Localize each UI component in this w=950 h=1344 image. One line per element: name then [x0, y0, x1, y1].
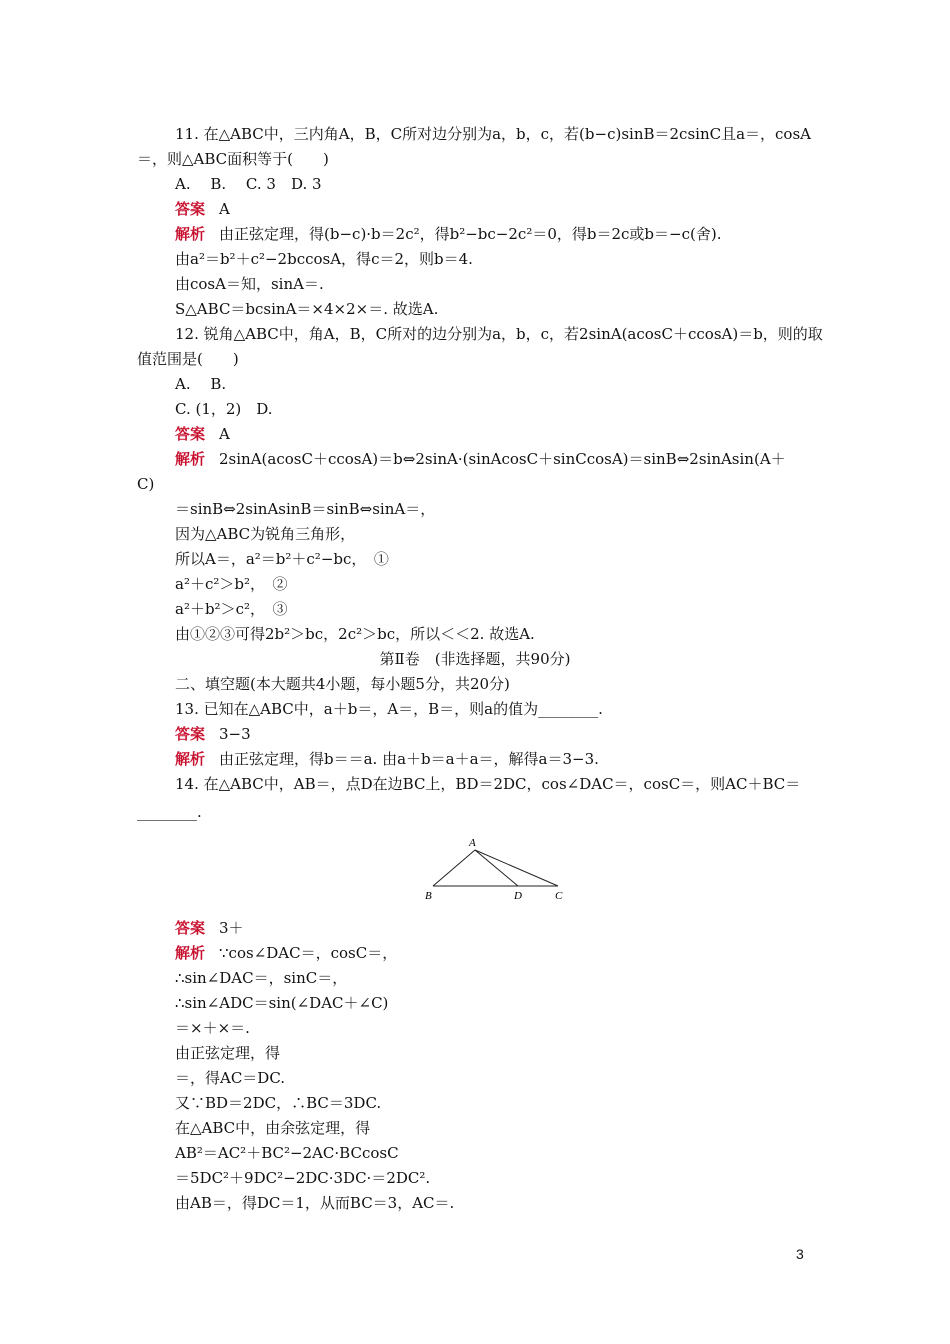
q12-options-ab: A. B. — [175, 375, 227, 393]
q13-stem: 13. 已知在△ABC中，a＋b＝，A＝，B＝，则a的值为________. — [175, 700, 603, 718]
q11-stem-line1: 11. 在△ABC中，三内角A，B，C所对边分别为a，b，c，若(b−c)sinB＝2csinC且a＝，cosA — [175, 125, 811, 143]
q12-analysis-line6: a²＋b²＞c²， ③ — [175, 600, 288, 618]
q11-analysis-line4: S△ABC＝bcsinA＝×4×2×＝. 故选A. — [175, 300, 439, 318]
analysis-label: 解析 — [175, 225, 206, 243]
vertex-label-c: C — [555, 890, 563, 902]
q14-analysis-line2: ∴sin∠DAC＝，sinC＝， — [175, 969, 348, 987]
vertex-label-b: B — [425, 890, 432, 902]
segment-ad — [475, 850, 518, 886]
triangle-figure — [415, 835, 575, 905]
side-ab — [433, 850, 475, 886]
q13-analysis — [175, 749, 599, 769]
q12-answer-value: A — [219, 425, 230, 443]
side-ac — [475, 850, 558, 886]
q14-analysis-line10: ＝5DC²＋9DC²−2DC·3DC·＝2DC². — [175, 1169, 431, 1187]
q12-analysis-line1-cont: C) — [137, 475, 155, 493]
fill-in-heading: 二、填空题(本大题共4小题，每小题5分，共20分) — [175, 675, 510, 693]
q12-stem-line1: 12. 锐角△ABC中，角A，B，C所对的边分别为a，b，c，若2sinA(acosC＋ccosA)＝b，则的取 — [175, 325, 823, 343]
q14-analysis-line1: ∵cos∠DAC＝，cosC＝， — [219, 944, 398, 962]
q14-answer-value: 3＋ — [219, 919, 244, 937]
analysis-label: 解析 — [175, 944, 206, 962]
answer-label: 答案 — [175, 200, 206, 218]
q12-answer — [175, 424, 230, 444]
vertex-label-d: D — [514, 890, 522, 902]
q12-analysis-line4: 所以A＝，a²＝b²＋c²−bc， ① — [175, 550, 389, 568]
q14-answer — [175, 918, 244, 938]
q11-stem-line2: ＝，则△ABC面积等于( ) — [137, 150, 329, 168]
q12-analysis-line5: a²＋c²＞b²， ② — [175, 575, 288, 593]
q14-analysis-line11: 由AB＝，得DC＝1，从而BC＝3，AC＝. — [175, 1194, 455, 1212]
q14-analysis-line3: ∴sin∠ADC＝sin(∠DAC＋∠C) — [175, 994, 389, 1012]
q12-stem-line2: 值范围是( ) — [137, 350, 239, 368]
q13-answer-value: 3−3 — [219, 725, 251, 743]
q13-answer — [175, 724, 251, 744]
q14-analysis-line6: ＝，得AC＝DC. — [175, 1069, 286, 1087]
vertex-label-a: A — [469, 837, 476, 849]
q11-analysis-line1: 由正弦定理，得(b−c)·b＝2c²，得b²−bc−2c²＝0，得b＝2c或b＝−c(舍). — [219, 225, 722, 243]
q14-analysis — [175, 943, 397, 963]
page-number: 3 — [796, 1246, 804, 1262]
q11-answer-value: A — [219, 200, 230, 218]
analysis-label: 解析 — [175, 750, 206, 768]
q11-analysis-line3: 由cosA＝知，sinA＝. — [175, 275, 324, 293]
q11-answer — [175, 199, 230, 219]
q14-analysis-line9: AB²＝AC²＋BC²−2AC·BCcosC — [175, 1144, 399, 1162]
q11-analysis-line2: 由a²＝b²＋c²−2bccosA，得c＝2，则b＝4. — [175, 250, 473, 268]
q12-analysis-line7: 由①②③可得2b²＞bc，2c²＞bc，所以＜＜2. 故选A. — [175, 625, 535, 643]
q11-options: A. B. C. 3 D. 3 — [175, 175, 322, 193]
q12-analysis — [175, 449, 786, 469]
answer-label: 答案 — [175, 919, 206, 937]
q12-analysis-line1: 2sinA(acosC＋ccosA)＝b⇔2sinA·(sinAcosC＋sinCcosA)＝sinB⇔2sinAsin(A＋ — [219, 450, 786, 468]
section-title: 第Ⅱ卷 (非选择题，共90分) — [379, 650, 571, 668]
q14-analysis-line7: 又∵BD＝2DC，∴BC＝3DC. — [175, 1094, 382, 1112]
q12-analysis-line2: ＝sinB⇔2sinAsinB＝sinB⇔sinA＝， — [175, 500, 436, 518]
analysis-label: 解析 — [175, 450, 206, 468]
answer-label: 答案 — [175, 425, 206, 443]
q12-options-cd: C. (1，2) D. — [175, 400, 273, 418]
q14-stem-line1: 14. 在△ABC中，AB＝，点D在边BC上，BD＝2DC，cos∠DAC＝，cosC＝，则AC＋BC＝ — [175, 775, 801, 793]
q14-analysis-line4: ＝×＋×＝. — [175, 1019, 250, 1037]
q13-analysis-line1: 由正弦定理，得b＝＝a. 由a＋b＝a＋a＝，解得a＝3−3. — [219, 750, 599, 768]
q11-analysis — [175, 224, 721, 244]
answer-label: 答案 — [175, 725, 206, 743]
q14-stem-line2: ________. — [137, 803, 202, 821]
q14-analysis-line5: 由正弦定理，得 — [175, 1044, 281, 1062]
q12-analysis-line3: 因为△ABC为锐角三角形， — [175, 525, 356, 543]
q14-analysis-line8: 在△ABC中，由余弦定理，得 — [175, 1119, 371, 1137]
